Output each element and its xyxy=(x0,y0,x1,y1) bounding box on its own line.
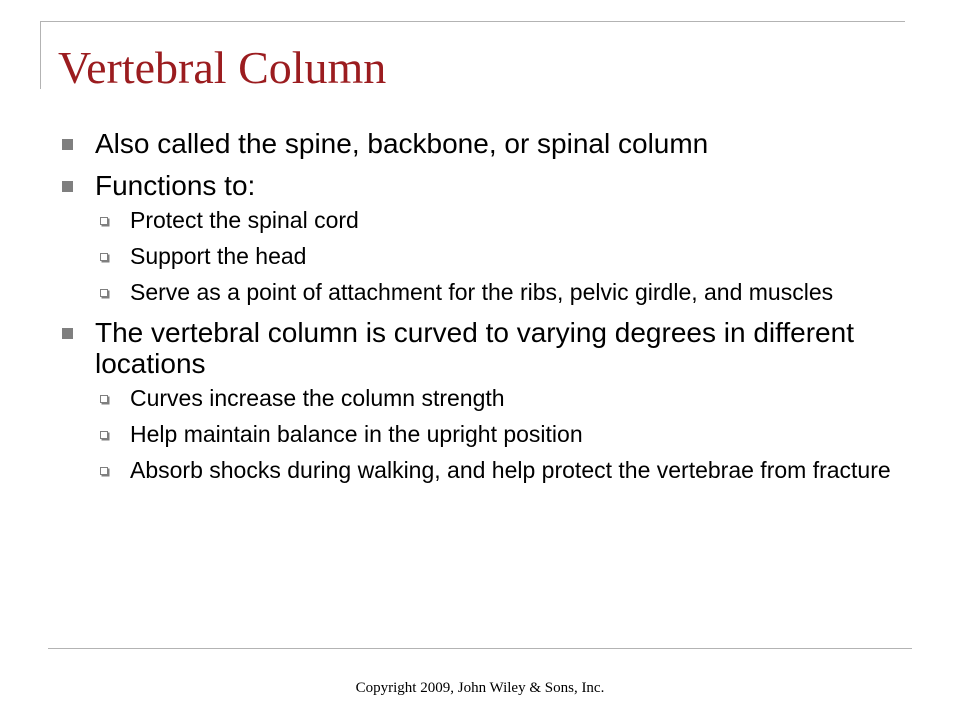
filled-square-icon xyxy=(62,181,73,192)
bullet-item xyxy=(58,170,928,303)
sub-bullet-item xyxy=(95,387,928,409)
hollow-square-icon xyxy=(100,289,108,297)
bullet-text: The vertebral column is curved to varying degrees in different locations xyxy=(95,317,854,379)
sub-bullet-text: Help maintain balance in the upright position xyxy=(130,421,583,447)
bullet-list xyxy=(58,128,928,481)
bullet-text: Functions to: xyxy=(95,170,256,201)
sub-bullet-item xyxy=(95,209,928,231)
sub-bullet-text: Support the head xyxy=(130,243,307,269)
bullet-item xyxy=(58,128,928,159)
copyright-footer: Copyright 2009, John Wiley & Sons, Inc. xyxy=(355,680,605,696)
hollow-square-icon xyxy=(100,431,108,439)
sub-bullet-text: Curves increase the column strength xyxy=(130,385,505,411)
hollow-square-icon xyxy=(100,467,108,475)
sub-bullet-text: Protect the spinal cord xyxy=(130,207,359,233)
hollow-square-icon xyxy=(100,395,108,403)
sub-bullet-text: Serve as a point of attachment for the ribs, pelvic girdle, and muscles xyxy=(130,279,834,305)
bullet-item xyxy=(58,317,928,481)
slide-title: Vertebral Column xyxy=(58,42,387,93)
hollow-square-icon xyxy=(100,253,108,261)
title-frame-left-line xyxy=(40,21,41,89)
sub-bullet-item xyxy=(95,245,928,267)
title-frame-top-line xyxy=(40,21,905,22)
sub-bullet-item xyxy=(95,459,928,481)
sub-bullet-list xyxy=(95,209,928,303)
sub-bullet-item xyxy=(95,423,928,445)
sub-bullet-list xyxy=(95,387,928,481)
filled-square-icon xyxy=(62,139,73,150)
filled-square-icon xyxy=(62,328,73,339)
slide-body xyxy=(58,128,928,495)
bullet-text: Also called the spine, backbone, or spinal column xyxy=(95,128,709,159)
footer-divider-line xyxy=(48,648,912,649)
sub-bullet-item xyxy=(95,281,928,303)
sub-bullet-text: Absorb shocks during walking, and help protect the vertebrae from fracture xyxy=(130,457,891,483)
hollow-square-icon xyxy=(100,217,108,225)
